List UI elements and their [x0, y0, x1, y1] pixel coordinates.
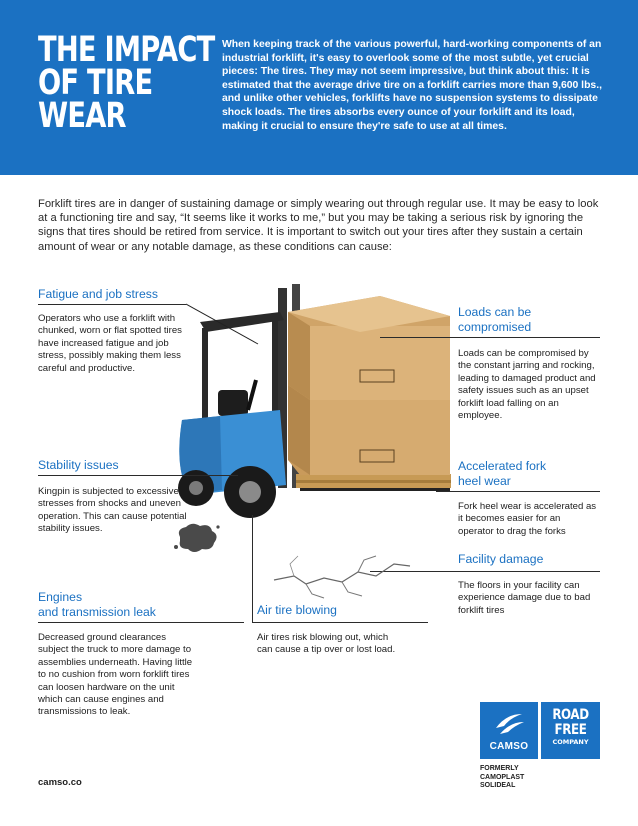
camso-logo	[480, 702, 538, 759]
divider-stability	[38, 475, 238, 476]
leader-line-air	[252, 515, 253, 623]
road-free-line-3: COMPANY	[552, 738, 589, 746]
divider-fatigue	[38, 304, 186, 305]
header-banner	[0, 0, 638, 175]
formerly-line-2: CAMOPLAST	[480, 773, 525, 781]
section-title-air: Air tire blowing	[257, 603, 337, 617]
road-free-line-2: FREE	[554, 722, 587, 738]
leader-line-fatigue	[186, 300, 266, 350]
section-title-engines	[38, 590, 156, 624]
divider-heel	[436, 491, 600, 492]
title-line-1: THE IMPACT	[38, 30, 215, 70]
heel-title-line-1: Accelerated fork	[458, 459, 547, 473]
divider-engines	[38, 622, 244, 623]
section-title-heel	[458, 459, 546, 493]
divider-loads	[380, 337, 600, 338]
road-free-line-1: ROAD	[552, 707, 589, 723]
section-body-heel: Fork heel wear is accelerated as it becomes easier for an operator to drag the forks	[458, 501, 597, 537]
engines-title-line-2: and transmission leak	[38, 605, 156, 619]
section-body-loads: Loads can be compromised by the constant jarring and rocking, leading to damaged product and safety issues such as an upset forklift load falling on an employee.	[458, 348, 596, 422]
section-body-engines: Decreased ground clearances subject the truck to more damage to assemblies underneath. Having little to no cushion from worn forklift tires can loosen hardware on the unit which can cause engines and transmissions to leak.	[38, 632, 193, 718]
heel-title-line-2: heel wear	[458, 474, 511, 488]
section-title-fatigue: Fatigue and job stress	[38, 287, 158, 301]
loads-title-line-2: compromised	[458, 320, 532, 334]
formerly-line-3: SOLIDEAL	[480, 782, 516, 789]
title-line-3: WEAR	[38, 96, 126, 136]
road-free-logo	[541, 702, 600, 759]
section-body-facility: The floors in your facility can experience damage due to bad forklift tires	[458, 580, 591, 616]
website-url: camso.co	[38, 777, 82, 788]
section-title-loads	[458, 305, 531, 339]
page-title	[38, 30, 215, 136]
section-body-stability: Kingpin is subjected to excessive stresses from shocks and uneven operation. This can cause potential stability issues.	[38, 486, 187, 535]
section-body-fatigue: Operators who use a forklift with chunked, worn or flat spotted tires have increased fatigue and job stress, possibly making them less careful and productive.	[38, 313, 182, 374]
section-body-air: Air tires risk blowing out, which can cause a tip over or lost load.	[257, 632, 396, 656]
loads-title-line-1: Loads can be	[458, 305, 532, 319]
section-title-facility: Facility damage	[458, 552, 544, 566]
camso-swoosh-icon	[492, 710, 526, 736]
camso-wordmark: CAMSO	[489, 741, 529, 752]
divider-air	[252, 622, 428, 623]
title-line-2: OF TIRE	[38, 63, 153, 103]
oil-stain-illustration	[172, 521, 222, 555]
intro-paragraph: Forklift tires are in danger of sustaining damage or simply wearing out through regular use. It may be easy to look at a functioning tire and say, “It seems like it works to me,” but you may be taking a serious risk by ignoring the signs that tires should be retired from service. It is important to switch out your tires after they sustain a certain amount of wear or any notable damage, as these conditions can cause:	[38, 198, 599, 253]
formerly-note	[480, 765, 560, 791]
banner-text: When keeping track of the various powerful, hard-working components of an industrial forklift, it's easy to overlook some of the most subtle, yet crucial pieces: The tires. They may not seem impressive, but think about this: It is estimated that the average drive tire on a forklift carries more than 9,600 lbs., and unlike other vehicles, forklifts have no suspension systems to dissipate shock loads. The tires absorbs every ounce of your forklift and its load, making it crucial to ensure they're safe to use at all times.	[222, 39, 602, 132]
section-title-stability: Stability issues	[38, 458, 119, 472]
engines-title-line-1: Engines	[38, 590, 83, 604]
formerly-line-1: FORMERLY	[480, 765, 519, 772]
floor-crack-illustration	[272, 550, 412, 602]
